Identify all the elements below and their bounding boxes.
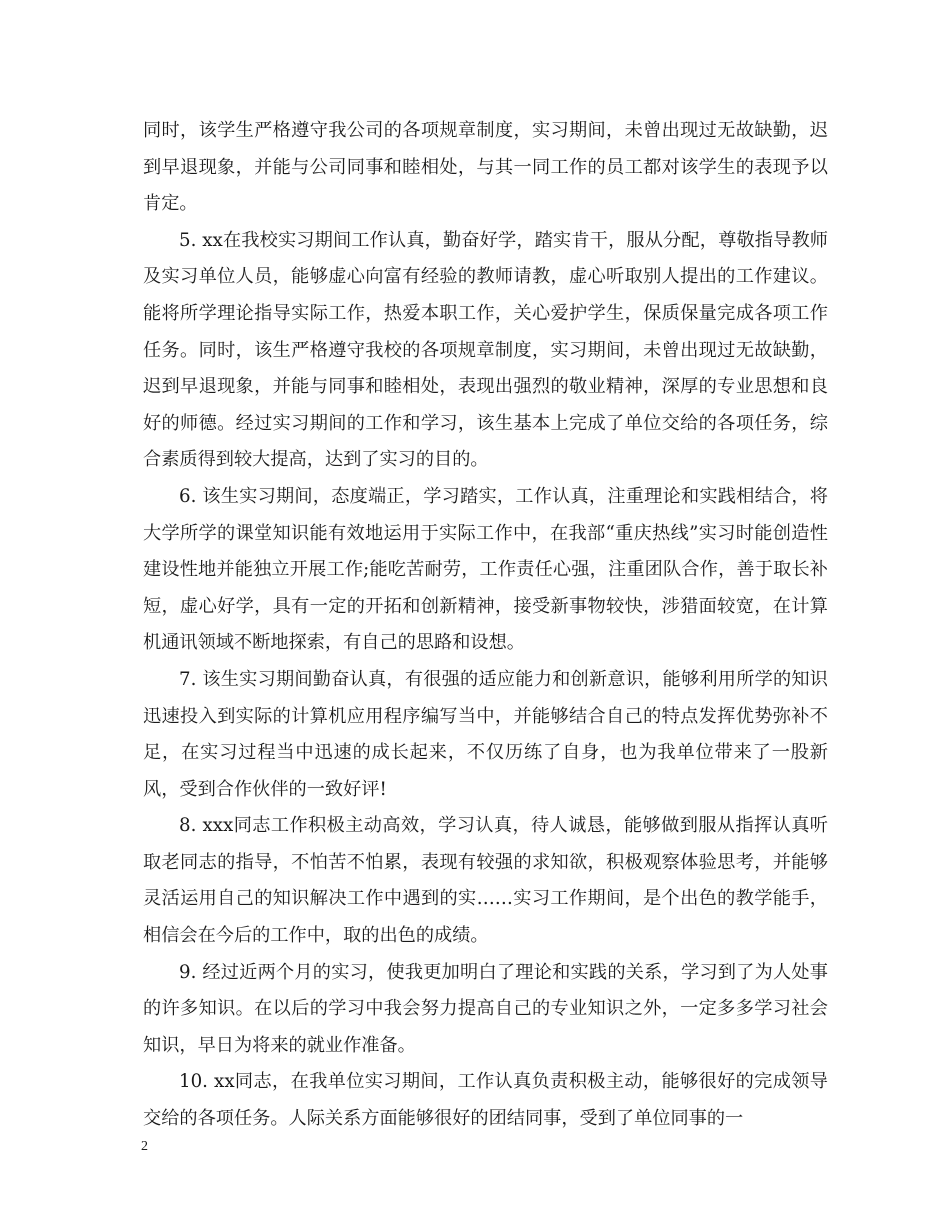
document-body: [143, 113, 828, 1138]
paragraph-item-5: 5. xx在我校实习期间工作认真，勤奋好学，踏实肯干，服从分配，尊敬指导教师及实习单位人员，能够虚心向富有经验的教师请教，虚心听取别人提出的工作建议。能将所学理论指导实际工作，热爱本职工作，关心爱护学生，保质保量完成各项工作任务。同时，该生严格遵守我校的各项规章制度，实习期间，未曾出现过无故缺勤，迟到早退现象，并能与同事和睦相处，表现出强烈的敬业精神，深厚的专业思想和良好的师德。经过实习期间的工作和学习，该生基本上完成了单位交给的各项任务，综合素质得到较大提高，达到了实习的目的。: [143, 229, 828, 471]
paragraph-item-8: 8. xxx同志工作积极主动高效，学习认真，待人诚恳，能够做到服从指挥认真听取老同志的指导，不怕苦不怕累，表现有较强的求知欲，积极观察体验思考，并能够灵活运用自己的知识解决工作中遇到的实……实习工作期间，是个出色的教学能手，相信会在今后的工作中，取的出色的成绩。: [143, 815, 828, 947]
paragraph-item-9: 9. 经过近两个月的实习，使我更加明白了理论和实践的关系，学习到了为人处事的许多知识。在以后的学习中我会努力提高自己的专业知识之外，一定多多学习社会知识，早日为将来的就业作准备。: [143, 961, 828, 1056]
page-number: 2: [141, 1139, 148, 1154]
paragraph-item-10: 10. xx同志，在我单位实习期间，工作认真负责积极主动，能够很好的完成领导交给的各项任务。人际关系方面能够很好的团结同事，受到了单位同事的一: [143, 1071, 828, 1130]
paragraph-item-7: 7. 该生实习期间勤奋认真，有很强的适应能力和创新意识，能够利用所学的知识迅速投入到实际的计算机应用程序编写当中，并能够结合自己的特点发挥优势弥补不足，在实习过程当中迅速的成长起来，不仅历练了自身，也为我单位带来了一股新风，受到合作伙伴的一致好评!: [143, 668, 828, 800]
paragraph-item-6: 6. 该生实习期间，态度端正，学习踏实，工作认真，注重理论和实践相结合，将大学所学的课堂知识能有效地运用于实际工作中，在我部“重庆热线”实习时能创造性建设性地并能独立开展工作;能吃苦耐劳，工作责任心强，注重团队合作，善于取长补短，虚心好学，具有一定的开拓和创新精神，接受新事物较快，涉猎面较宽，在计算机通讯领域不断地探索，有自己的思路和设想。: [143, 485, 828, 654]
paragraph-continuation: 同时，该学生严格遵守我公司的各项规章制度，实习期间，未曾出现过无故缺勤，迟到早退现象，并能与公司同事和睦相处，与其一同工作的员工都对该学生的表现予以肯定。: [143, 120, 828, 215]
